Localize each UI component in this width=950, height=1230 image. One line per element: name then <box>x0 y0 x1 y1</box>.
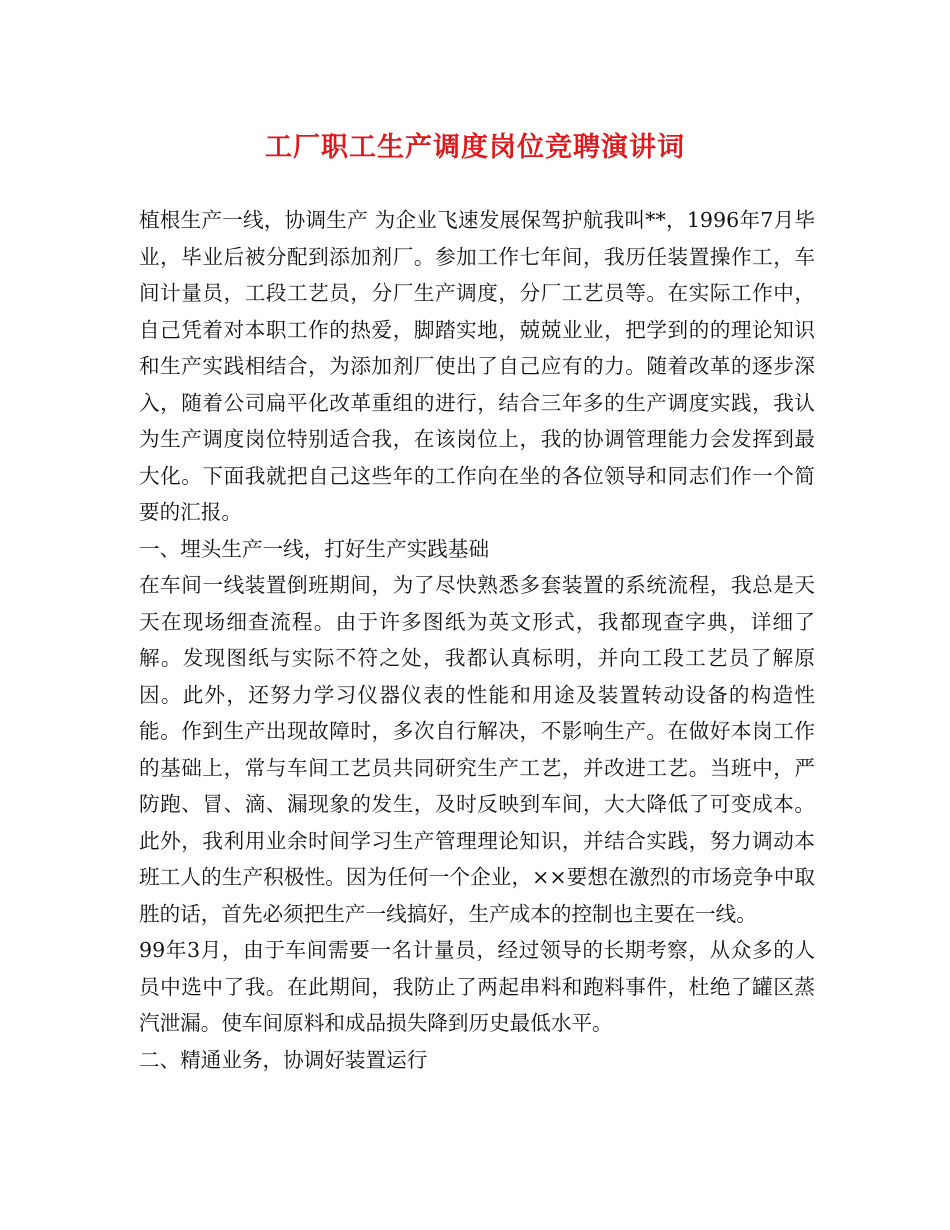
paragraph-metering: 99年3月，由于车间需要一名计量员，经过领导的长期考察，从众多的人员中选中了我。在此期间，我防止了两起串料和跑料事件，杜绝了罐区蒸汽泄漏。使车间原料和成品损失降到历史最低水平。 <box>139 938 815 1035</box>
document-body <box>139 202 815 1078</box>
paragraph-frontline: 在车间一线装置倒班期间，为了尽快熟悉多套装置的系统流程，我总是天天在现场细查流程。由于许多图纸为英文形式，我都现查字典，详细了解。发现图纸与实际不符之处，我都认真标明，并向工段工艺员了解原因。此外，还努力学习仪器仪表的性能和用途及装置转动设备的构造性能。作到生产出现故障时，多次自行解决，不影响生产。在做好本岗工作的基础上，常与车间工艺员共同研究生产工艺，并改进工艺。当班中，严防跑、冒、滴、漏现象的发生，及时反映到车间，大大降低了可变成本。此外，我利用业余时间学习生产管理理论知识，并结合实践，努力调动本班工人的生产积极性。因为任何一个企业，××要想在激烈的市场竞争中取胜的话，首先必须把生产一线搞好，生产成本的控制也主要在一线。 <box>139 573 815 926</box>
paragraph-intro: 植根生产一线，协调生产 为企业飞速发展保驾护航我叫**，1996年7月毕业，毕业后被分配到添加剂厂。参加工作七年间，我历任装置操作工，车间计量员，工段工艺员，分厂生产调度，分厂工艺员等。在实际工作中，自己凭着对本职工作的热爱，脚踏实地，兢兢业业，把学到的的理论知识和生产实践相结合，为添加剂厂使出了自己应有的力。随着改革的逐步深入，随着公司扁平化改革重组的进行，结合三年多的生产调度实践，我认为生产调度岗位特别适合我，在该岗位上，我的协调管理能力会发挥到最大化。下面我就把自己这些年的工作向在坐的各位领导和同志们作一个简要的汇报。 <box>139 208 815 524</box>
document-title: 工厂职工生产调度岗位竞聘演讲词 <box>265 132 685 163</box>
section-heading-2: 二、精通业务，协调好装置运行 <box>139 1047 428 1072</box>
section-heading-1: 一、埋头生产一线，打好生产实践基础 <box>139 536 490 561</box>
